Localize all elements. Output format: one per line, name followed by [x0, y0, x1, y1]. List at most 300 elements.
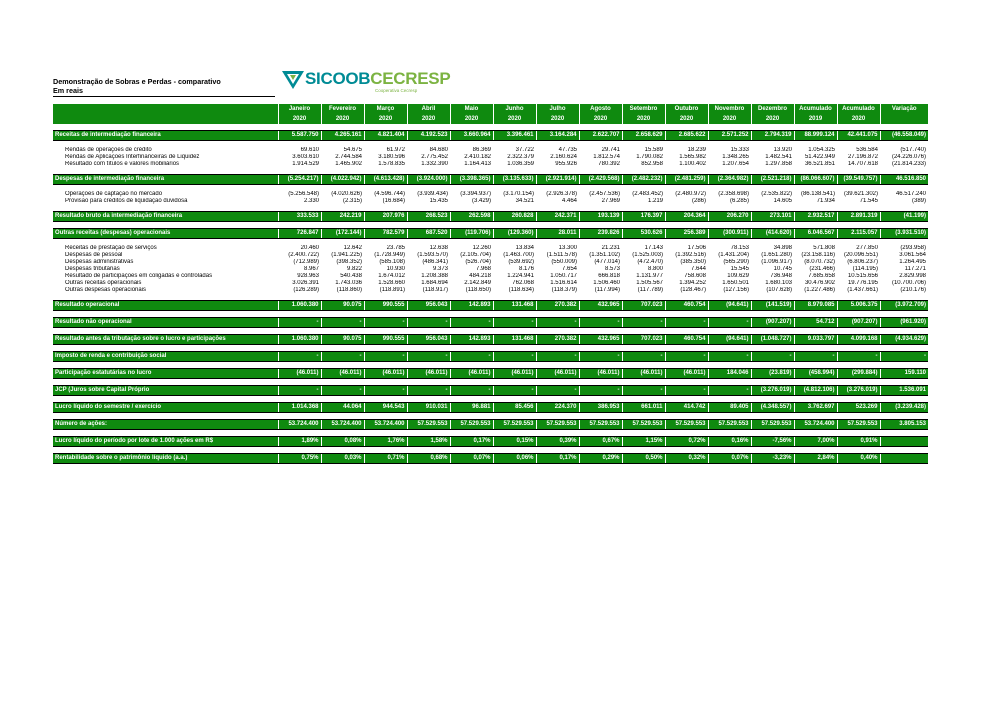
value-cell: (1.227.486): [804, 287, 835, 293]
spacer-row: [53, 379, 928, 386]
value-cell: -: [321, 318, 364, 328]
value-cell: 0,07%: [450, 454, 493, 464]
value-cell: 9.033.797: [794, 335, 837, 345]
value-cell: (46.011): [278, 369, 321, 379]
value-cell: -: [450, 318, 493, 328]
value-cell: 1.060.380: [278, 301, 321, 311]
value-cell: (907.207): [751, 318, 794, 328]
value-cell: 1.482.541: [765, 154, 792, 160]
value-cell: (86.138.541): [800, 191, 835, 197]
section-total-row: [53, 369, 928, 379]
value-cell: 8.800: [647, 266, 663, 272]
value-cell: (2.480.972): [675, 191, 706, 197]
value-cell: 1.297.858: [765, 161, 792, 167]
column-header-row: [53, 114, 928, 124]
value-cell: (585.108): [379, 259, 405, 265]
value-cell: 262.598: [450, 212, 493, 222]
detail-row: [53, 280, 928, 287]
value-cell: 2.932.517: [794, 212, 837, 222]
column-header: Agosto: [579, 104, 622, 114]
value-cell: 1,58%: [407, 437, 450, 447]
value-cell: (414.620): [751, 229, 794, 239]
row-label: Resultado com títulos e valores mobiliários: [65, 161, 180, 167]
value-cell: 57.529.553: [536, 420, 579, 430]
value-cell: 1.914.529: [292, 161, 319, 167]
row-label: Receitas de intermediação financeira: [53, 131, 278, 141]
value-cell: (526.704): [465, 259, 491, 265]
value-cell: 1.812.574: [593, 154, 620, 160]
value-cell: 4.192.523: [407, 131, 450, 141]
value-cell: 242.371: [536, 212, 579, 222]
value-cell: 460.754: [665, 301, 708, 311]
value-cell: 2.658.629: [622, 131, 665, 141]
value-cell: (2.482.232): [622, 175, 665, 185]
value-cell: 7.685.658: [808, 273, 835, 279]
value-cell: (107.628): [766, 287, 792, 293]
value-cell: 0,32%: [665, 454, 708, 464]
value-cell: -: [278, 318, 321, 328]
value-cell: 44.064: [321, 403, 364, 413]
value-cell: -: [622, 318, 665, 328]
section-total-row: [53, 352, 928, 362]
value-cell: 53.724.400: [321, 420, 364, 430]
value-cell: 207.976: [364, 212, 407, 222]
value-cell: (46.011): [665, 369, 708, 379]
spacer-row: [53, 222, 928, 229]
value-cell: (3.939.434): [417, 191, 448, 197]
section-total-row: [53, 437, 928, 447]
value-cell: (6.285): [729, 198, 749, 204]
value-cell: 242.219: [321, 212, 364, 222]
value-cell: 34.521: [515, 198, 534, 204]
value-cell: 10.515.656: [847, 273, 878, 279]
value-cell: 0,67%: [579, 437, 622, 447]
value-cell: 159.110: [880, 369, 928, 379]
value-cell: 57.529.553: [751, 420, 794, 430]
value-cell: [880, 437, 928, 447]
value-cell: (3.429): [471, 198, 491, 204]
value-cell: (4.022.942): [321, 175, 364, 185]
value-cell: 0,17%: [450, 437, 493, 447]
detail-row: [53, 245, 928, 252]
value-cell: (1.096.917): [761, 259, 792, 265]
value-cell: 2.322.379: [507, 154, 534, 160]
value-cell: (477.014): [594, 259, 620, 265]
value-cell: 2.685.622: [665, 131, 708, 141]
value-cell: 7.654: [561, 266, 577, 272]
row-label: Rendas de Aplicações Interfinanceiras de Liquidez: [65, 154, 200, 160]
value-cell: (23.819): [751, 369, 794, 379]
value-cell: (458.994): [794, 369, 837, 379]
value-cell: 4.821.404: [364, 131, 407, 141]
value-cell: 460.754: [665, 335, 708, 345]
detail-row: [53, 287, 928, 294]
spacer-row: [53, 413, 928, 420]
value-cell: (3.398.365): [450, 175, 493, 185]
value-cell: -: [493, 352, 536, 362]
value-cell: (300.911): [708, 229, 751, 239]
value-cell: 5.006.375: [837, 301, 880, 311]
column-header: Novembro: [708, 104, 751, 114]
header-label-cell: [53, 114, 278, 124]
column-header: 2020: [407, 114, 450, 124]
value-cell: (118.650): [465, 287, 491, 293]
value-cell: (86.066.607): [794, 175, 837, 185]
value-cell: 0,75%: [278, 454, 321, 464]
row-label: Provisão para créditos de liquidação duvidosa: [65, 198, 188, 204]
value-cell: -: [708, 386, 751, 396]
value-cell: 432.965: [579, 301, 622, 311]
row-label: Número de ações:: [53, 420, 278, 430]
value-cell: 270.382: [536, 335, 579, 345]
value-cell: -: [665, 386, 708, 396]
value-cell: (118.917): [422, 287, 448, 293]
value-cell: -: [321, 386, 364, 396]
detail-row: [53, 198, 928, 205]
value-cell: 28.011: [536, 229, 579, 239]
value-cell: 88.999.124: [794, 131, 837, 141]
value-cell: (3.276.019): [751, 386, 794, 396]
value-cell: 256.389: [665, 229, 708, 239]
value-cell: 131.468: [493, 335, 536, 345]
value-cell: 57.529.553: [450, 420, 493, 430]
column-header: 2019: [794, 114, 837, 124]
row-label: Lucro líquido do semestre / exercício: [53, 403, 278, 413]
value-cell: 780.392: [598, 161, 620, 167]
value-cell: (1.437.661): [847, 287, 878, 293]
value-cell: 85.456: [493, 403, 536, 413]
value-cell: -7,56%: [751, 437, 794, 447]
row-label: Rentabilidade sobre o patrimônio líquido (a.a.): [53, 454, 278, 464]
report-subtitle: Em reais: [53, 86, 83, 95]
value-cell: 1.684.694: [421, 280, 448, 286]
value-cell: 1.394.252: [679, 280, 706, 286]
value-cell: 57.529.553: [665, 420, 708, 430]
value-cell: 523.269: [837, 403, 880, 413]
value-cell: 12.638: [429, 245, 448, 251]
value-cell: (961.920): [880, 318, 928, 328]
value-cell: (550.009): [551, 259, 577, 265]
value-cell: 1.536.091: [880, 386, 928, 396]
value-cell: 2.891.319: [837, 212, 880, 222]
value-cell: 540.438: [340, 273, 362, 279]
value-cell: 17.506: [687, 245, 706, 251]
header-underline: [53, 96, 275, 97]
value-cell: 57.529.553: [837, 420, 880, 430]
value-cell: -: [364, 386, 407, 396]
value-cell: 1.790.082: [636, 154, 663, 160]
row-label: Outras receitas (despesas) operacionais: [53, 229, 278, 239]
value-cell: 3.660.964: [450, 131, 493, 141]
value-cell: (127.156): [723, 287, 749, 293]
value-cell: (24.226.076): [891, 154, 926, 160]
value-cell: 0,50%: [622, 454, 665, 464]
value-cell: (129.360): [493, 229, 536, 239]
value-cell: 2.775.452: [421, 154, 448, 160]
value-cell: (21.814.233): [891, 161, 926, 167]
row-label: Resultado não operacional: [53, 318, 278, 328]
column-header: 2020: [708, 114, 751, 124]
column-header: Julho: [536, 104, 579, 114]
value-cell: 14.707.618: [847, 161, 878, 167]
column-header: 2020: [622, 114, 665, 124]
value-cell: 7,00%: [794, 437, 837, 447]
value-cell: 9.822: [346, 266, 362, 272]
value-cell: 239.826: [579, 229, 622, 239]
value-cell: 4.265.161: [321, 131, 364, 141]
sicoob-logo-mark-icon: [282, 70, 304, 90]
value-cell: 273.101: [751, 212, 794, 222]
value-cell: 204.364: [665, 212, 708, 222]
value-cell: 8.979.085: [794, 301, 837, 311]
row-label: Despesas administrativas: [65, 259, 134, 265]
value-cell: (2.105.704): [460, 252, 491, 258]
value-cell: 69.610: [300, 147, 319, 153]
value-cell: 571.808: [813, 245, 835, 251]
spacer-row: [53, 447, 928, 454]
value-cell: 0,40%: [837, 454, 880, 464]
value-cell: 1.054.325: [808, 147, 835, 153]
value-cell: 1,89%: [278, 437, 321, 447]
section-total-row: [53, 454, 928, 464]
value-cell: (126.289): [293, 287, 319, 293]
value-cell: -: [579, 386, 622, 396]
value-cell: 4.464: [561, 198, 577, 204]
value-cell: 10.930: [386, 266, 405, 272]
value-cell: 1.528.660: [378, 280, 405, 286]
value-cell: 0,03%: [321, 454, 364, 464]
value-cell: 184.046: [708, 369, 751, 379]
value-cell: 1.465.902: [335, 161, 362, 167]
detail-row: [53, 252, 928, 259]
value-cell: 2.115.057: [837, 229, 880, 239]
value-cell: 12.260: [472, 245, 491, 251]
section-total-row: [53, 420, 928, 430]
value-cell: 8.967: [303, 266, 319, 272]
value-cell: 1.674.012: [378, 273, 405, 279]
value-cell: -: [536, 386, 579, 396]
value-cell: 707.023: [622, 335, 665, 345]
value-cell: 955.926: [555, 161, 577, 167]
spacer-row: [53, 328, 928, 335]
value-cell: 8.176: [518, 266, 534, 272]
value-cell: -: [407, 352, 450, 362]
section-total-row: [53, 212, 928, 222]
value-cell: (231.466): [809, 266, 835, 272]
value-cell: 18.239: [687, 147, 706, 153]
value-cell: 4.099.168: [837, 335, 880, 345]
column-header: 2020: [751, 114, 794, 124]
column-header: Acumulado: [794, 104, 837, 114]
section-total-row: [53, 386, 928, 396]
value-cell: 86.369: [472, 147, 491, 153]
value-cell: -: [708, 352, 751, 362]
value-cell: (118.634): [508, 287, 534, 293]
value-cell: 13.834: [515, 245, 534, 251]
section-total-row: [53, 175, 928, 185]
value-cell: 51.422.949: [804, 154, 835, 160]
value-cell: 3.762.697: [794, 403, 837, 413]
row-label: Despesas de pessoal: [65, 252, 123, 258]
value-cell: 0,29%: [579, 454, 622, 464]
value-cell: -: [321, 352, 364, 362]
value-cell: -: [708, 318, 751, 328]
value-cell: 2.829.998: [899, 273, 926, 279]
value-cell: 2.330: [303, 198, 319, 204]
value-cell: (46.011): [493, 369, 536, 379]
value-cell: 53.724.400: [278, 420, 321, 430]
value-cell: (117.994): [594, 287, 620, 293]
value-cell: 1.100.402: [679, 161, 706, 167]
value-cell: (46.558.049): [880, 131, 928, 141]
section-total-row: [53, 318, 928, 328]
value-cell: -: [579, 318, 622, 328]
value-cell: (299.884): [837, 369, 880, 379]
value-cell: 1,76%: [364, 437, 407, 447]
value-cell: (517.740): [900, 147, 926, 153]
value-cell: 0,06%: [493, 454, 536, 464]
value-cell: 89.405: [708, 403, 751, 413]
value-cell: -: [278, 352, 321, 362]
value-cell: (3.972.709): [880, 301, 928, 311]
value-cell: (3.170.154): [503, 191, 534, 197]
value-cell: 3.026.391: [292, 280, 319, 286]
value-cell: (6.806.237): [847, 259, 878, 265]
value-cell: (4.348.557): [751, 403, 794, 413]
value-cell: 2.744.584: [335, 154, 362, 160]
column-header: 2020: [278, 114, 321, 124]
value-cell: -: [837, 352, 880, 362]
value-cell: 432.965: [579, 335, 622, 345]
column-header: Março: [364, 104, 407, 114]
column-header: Fevereiro: [321, 104, 364, 114]
column-header: Dezembro: [751, 104, 794, 114]
value-cell: (3.276.019): [837, 386, 880, 396]
section-total-row: [53, 335, 928, 345]
value-cell: 736.948: [770, 273, 792, 279]
value-cell: 7.644: [690, 266, 706, 272]
value-cell: 224.370: [536, 403, 579, 413]
value-cell: (4.812.106): [794, 386, 837, 396]
value-cell: (39.621.302): [843, 191, 878, 197]
column-header-row: [53, 104, 928, 114]
value-cell: 2.410.182: [464, 154, 491, 160]
section-total-row: [53, 301, 928, 311]
value-cell: (94.641): [708, 301, 751, 311]
value-cell: 57.529.553: [579, 420, 622, 430]
column-header: 2020: [493, 114, 536, 124]
column-header: 2020: [579, 114, 622, 124]
value-cell: 53.724.400: [794, 420, 837, 430]
value-cell: 27.196.872: [847, 154, 878, 160]
value-cell: (46.011): [536, 369, 579, 379]
value-cell: (385.350): [680, 259, 706, 265]
value-cell: 666.818: [598, 273, 620, 279]
value-cell: -: [751, 352, 794, 362]
value-cell: (1.463.700): [503, 252, 534, 258]
column-header: Variação: [880, 104, 928, 114]
value-cell: 1.743.036: [335, 280, 362, 286]
value-cell: 782.579: [364, 229, 407, 239]
value-cell: (119.706): [450, 229, 493, 239]
value-cell: (1.651.280): [761, 252, 792, 258]
value-cell: -: [622, 386, 665, 396]
value-cell: 0,68%: [407, 454, 450, 464]
row-label: Imposto de renda e contribuição social: [53, 352, 278, 362]
value-cell: 6.046.567: [794, 229, 837, 239]
row-label: Receitas de prestação de serviços: [65, 245, 157, 251]
value-cell: (5.254.217): [278, 175, 321, 185]
value-cell: 0,17%: [536, 454, 579, 464]
detail-row: [53, 154, 928, 161]
value-cell: (4.934.629): [880, 335, 928, 345]
value-cell: 142.893: [450, 301, 493, 311]
spacer-row: [53, 345, 928, 352]
value-cell: 61.972: [386, 147, 405, 153]
value-cell: 3.164.284: [536, 131, 579, 141]
column-header: Junho: [493, 104, 536, 114]
value-cell: 9.373: [432, 266, 448, 272]
value-cell: (46.011): [407, 369, 450, 379]
value-cell: 15.545: [730, 266, 749, 272]
spacer-row: [53, 311, 928, 318]
value-cell: (46.011): [364, 369, 407, 379]
value-cell: -: [536, 318, 579, 328]
value-cell: 0,15%: [493, 437, 536, 447]
value-cell: 71.545: [859, 198, 878, 204]
header-label-cell: [53, 104, 278, 114]
value-cell: 57.529.553: [493, 420, 536, 430]
value-cell: 530.626: [622, 229, 665, 239]
value-cell: (712.989): [293, 259, 319, 265]
value-cell: -: [536, 352, 579, 362]
row-label: Participação estatutárias no lucro: [53, 369, 278, 379]
value-cell: (46.011): [622, 369, 665, 379]
value-cell: 0,08%: [321, 437, 364, 447]
value-cell: (565.290): [723, 259, 749, 265]
value-cell: 7.968: [475, 266, 491, 272]
column-header: Acumulado: [837, 104, 880, 114]
value-cell: 3.603.610: [292, 154, 319, 160]
value-cell: 23.785: [386, 245, 405, 251]
value-cell: (2.521.218): [751, 175, 794, 185]
value-cell: -: [364, 318, 407, 328]
value-cell: (486.341): [422, 259, 448, 265]
value-cell: (2.926.378): [546, 191, 577, 197]
value-cell: 46.517.240: [895, 191, 926, 197]
value-cell: 42.441.075: [837, 131, 880, 141]
value-cell: 260.828: [493, 212, 536, 222]
value-cell: (907.207): [837, 318, 880, 328]
value-cell: (1.351.102): [589, 252, 620, 258]
value-cell: 57.529.553: [708, 420, 751, 430]
detail-row: [53, 259, 928, 266]
value-cell: 78.153: [730, 245, 749, 251]
value-cell: 53.724.400: [364, 420, 407, 430]
value-cell: 661.011: [622, 403, 665, 413]
value-cell: 176.397: [622, 212, 665, 222]
value-cell: (2.535.822): [761, 191, 792, 197]
column-header: Setembro: [622, 104, 665, 114]
value-cell: -: [794, 352, 837, 362]
value-cell: 1.036.359: [507, 161, 534, 167]
value-cell: (23.158.116): [801, 252, 835, 258]
value-cell: 333.533: [278, 212, 321, 222]
value-cell: 1.164.413: [464, 161, 491, 167]
value-cell: 414.742: [665, 403, 708, 413]
value-cell: 17.143: [644, 245, 663, 251]
column-header: 2020: [450, 114, 493, 124]
